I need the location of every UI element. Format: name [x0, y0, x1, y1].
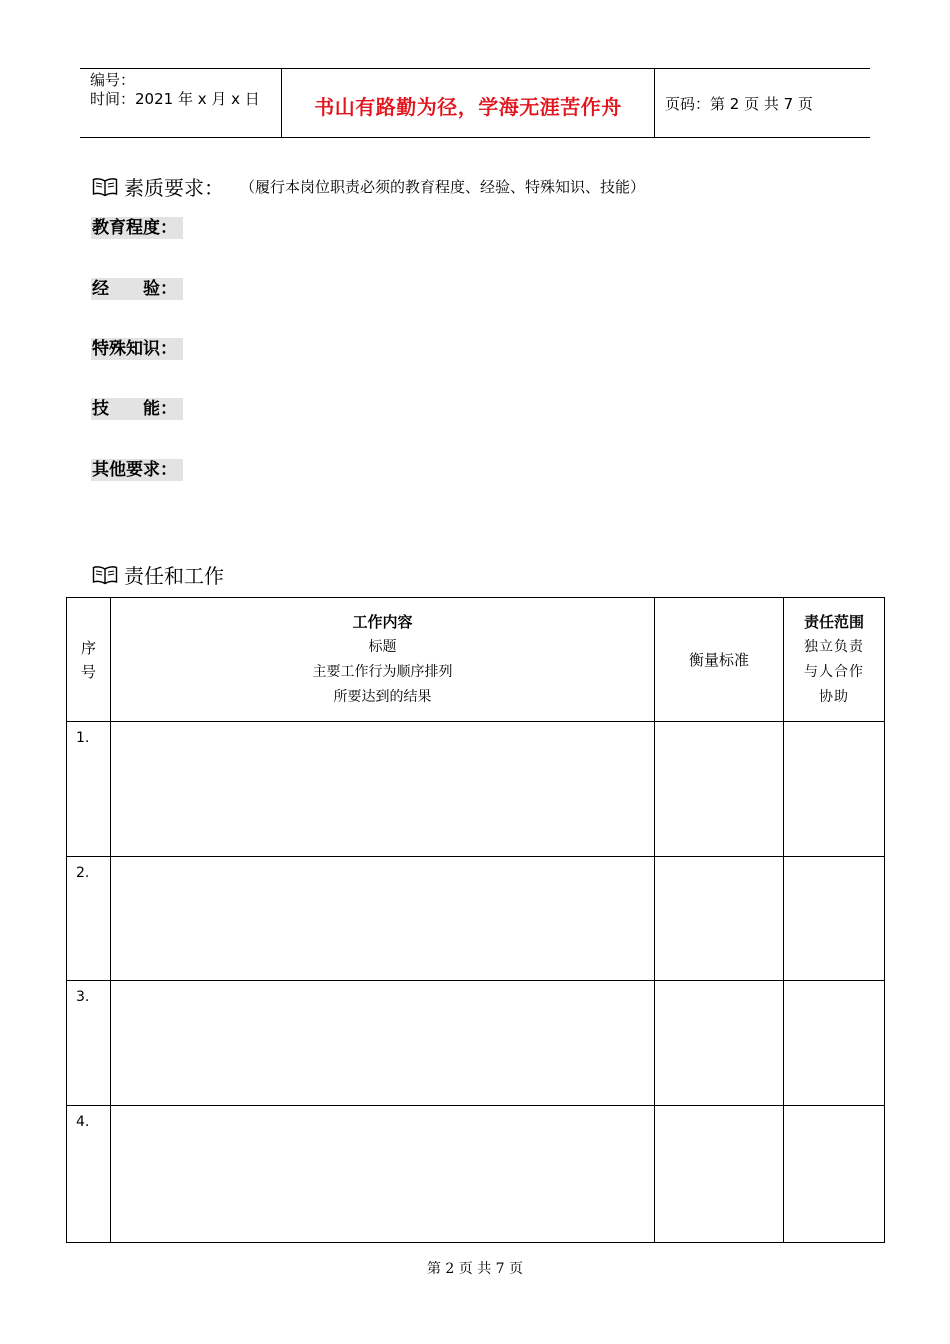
- standard-cell: [655, 1106, 784, 1243]
- sequence-header-char: 序: [80, 638, 96, 657]
- header-meta: [90, 71, 260, 109]
- duties-section-heading: [92, 560, 224, 589]
- responsibility-cell: [784, 857, 885, 981]
- header-divider: [654, 69, 655, 137]
- book-icon: [92, 177, 118, 197]
- header-work-content: [111, 598, 655, 722]
- row-number: 3.: [67, 981, 111, 1106]
- header-page-label: 页码：第 2 页 共 7 页: [665, 95, 813, 113]
- number-label: 编号：: [90, 71, 136, 89]
- book-icon: [92, 565, 118, 585]
- duties-title: 责任和工作: [124, 564, 224, 588]
- row-number: 1.: [67, 722, 111, 857]
- time-label: 时间：2021 年 x 月 x 日: [90, 90, 260, 108]
- table-row: [67, 722, 885, 857]
- field-special-knowledge: 特殊知识：: [91, 338, 183, 360]
- standard-cell: [655, 722, 784, 857]
- field-skills: 技 能：: [91, 398, 183, 420]
- work-content-cell: [111, 981, 655, 1106]
- table-row: [67, 857, 885, 981]
- header-sequence-number: [67, 598, 111, 722]
- sequence-header-char: 号: [80, 662, 96, 681]
- responsibility-line: 协助: [819, 688, 849, 705]
- row-number: 4.: [67, 1106, 111, 1243]
- standard-cell: [655, 857, 784, 981]
- work-content-cell: [111, 1106, 655, 1243]
- header-responsibility-scope: [784, 598, 885, 722]
- field-experience: 经 验：: [91, 278, 183, 300]
- responsibility-line: 独立负责: [804, 638, 864, 655]
- quality-note: （履行本岗位职责必须的教育程度、经验、特殊知识、技能）: [240, 178, 646, 196]
- quality-section-heading: [92, 172, 645, 201]
- header-sequence-text: [67, 636, 110, 684]
- row-number: 2.: [67, 857, 111, 981]
- standard-cell: [655, 981, 784, 1106]
- field-other-requirements: 其他要求：: [91, 459, 183, 481]
- work-content-line: 标题: [368, 638, 397, 655]
- table-row: [67, 981, 885, 1106]
- header-measurement-standard: 衡量标准: [655, 598, 784, 722]
- document-header: [80, 68, 870, 138]
- table-header-row: [67, 598, 885, 722]
- table-row: [67, 1106, 885, 1243]
- header-motto: 书山有路勤为径，学海无涯苦作舟: [314, 95, 622, 119]
- responsibility-cell: [784, 1106, 885, 1243]
- responsibility-line: 与人合作: [804, 663, 864, 680]
- work-content-cell: [111, 857, 655, 981]
- responsibility-cell: [784, 722, 885, 857]
- work-content-title: 工作内容: [352, 612, 413, 631]
- responsibility-cell: [784, 981, 885, 1106]
- duties-table: [66, 597, 885, 1243]
- field-education: 教育程度：: [91, 217, 183, 239]
- work-content-line: 所要达到的结果: [333, 688, 432, 705]
- quality-title: 素质要求：: [124, 176, 224, 200]
- responsibility-title: 责任范围: [803, 612, 864, 631]
- page-footer: 第 2 页 共 7 页: [426, 1261, 524, 1277]
- work-content-cell: [111, 722, 655, 857]
- work-content-line: 主要工作行为顺序排列: [312, 663, 453, 680]
